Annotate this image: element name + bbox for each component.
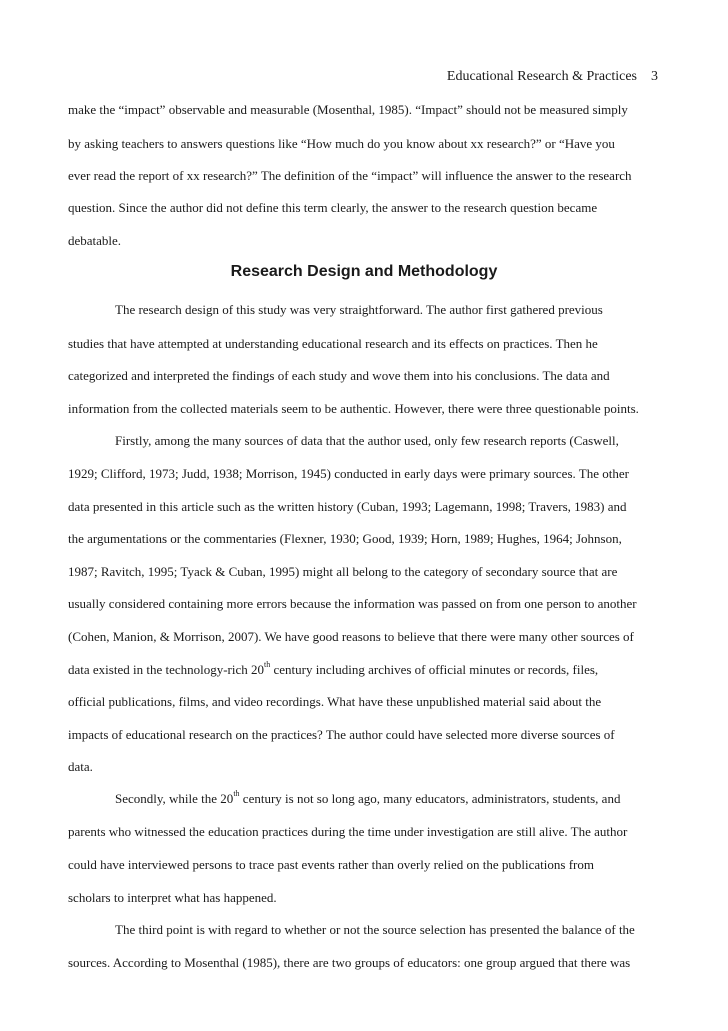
page-number: 3 <box>651 69 658 84</box>
section-heading: Research Design and Methodology <box>230 263 498 280</box>
body-line: data presented in this article such as the written history (Cuban, 1993; Lagemann, 1998; Travers, 1983) and <box>68 499 627 514</box>
body-line: scholars to interpret what has happened. <box>68 890 277 905</box>
body-line: Firstly, among the many sources of data that the author used, only few research reports (Caswell, <box>115 433 619 448</box>
body-line: 1987; Ravitch, 1995; Tyack & Cuban, 1995) might all belong to the category of secondary source that are <box>68 564 618 579</box>
body-line: official publications, films, and video recordings. What have these unpublished material said about the <box>68 694 602 709</box>
body-line: make the “impact” observable and measurable (Mosenthal, 1985). “Impact” should not be measured simply <box>68 102 628 117</box>
body-line <box>115 791 620 807</box>
body-line: ever read the report of xx research?” The definition of the “impact” will influence the answer to the research <box>68 168 632 183</box>
body-line: the argumentations or the commentaries (Flexner, 1930; Good, 1939; Horn, 1989; Hughes, 1964; Johnson, <box>68 531 622 546</box>
body-line: debatable. <box>68 233 122 248</box>
body-line: impacts of educational research on the practices? The author could have selected more diverse sources of <box>68 727 615 742</box>
body-line: (Cohen, Manion, & Morrison, 2007). We have good reasons to believe that there were many other sources of <box>68 629 634 644</box>
body-line: sources. According to Mosenthal (1985), there are two groups of educators: one group argued that there was <box>68 955 631 970</box>
body-line: 1929; Clifford, 1973; Judd, 1938; Morrison, 1945) conducted in early days were primary sources. The other <box>68 466 629 481</box>
body-line: could have interviewed persons to trace past events rather than overly relied on the publications from <box>68 857 594 872</box>
superscript-th: th <box>233 789 240 798</box>
body-line-segment: Secondly, while the 20 <box>115 791 234 806</box>
running-title: Educational Research & Practices <box>446 69 637 84</box>
body-line: information from the collected materials seem to be authentic. However, there were three questionable points. <box>68 401 639 416</box>
running-head <box>447 69 658 85</box>
body-line-segment: century is not so long ago, many educators, administrators, students, and <box>239 791 621 806</box>
body-line: studies that have attempted at understanding educational research and its effects on practices. Then he <box>68 336 598 351</box>
body-line-segment: century including archives of official minutes or records, files, <box>270 662 599 677</box>
body-line: categorized and interpreted the findings of each study and wove them into his conclusions. The data and <box>68 368 610 383</box>
body-line: by asking teachers to answers questions like “How much do you know about xx research?” or “Have you <box>68 136 615 151</box>
body-line: The research design of this study was very straightforward. The author first gathered previous <box>115 302 603 317</box>
body-line: question. Since the author did not define this term clearly, the answer to the research question became <box>68 200 598 215</box>
body-line: usually considered containing more errors because the information was passed on from one person to another <box>68 596 637 611</box>
superscript-th: th <box>264 660 271 669</box>
body-line: parents who witnessed the education practices during the time under investigation are still alive. The author <box>68 824 628 839</box>
body-line: data. <box>68 759 93 774</box>
body-line: The third point is with regard to whether or not the source selection has presented the balance of the <box>115 922 635 937</box>
body-line <box>68 662 598 678</box>
body-line-segment: data existed in the technology-rich 20 <box>68 662 265 677</box>
